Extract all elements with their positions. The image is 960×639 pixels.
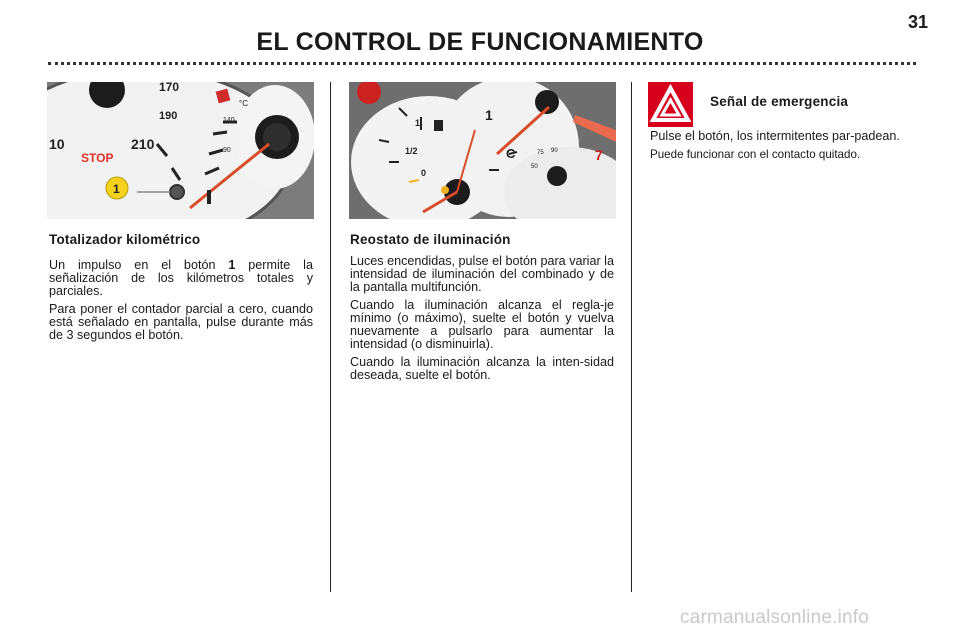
- odometer-photo: [47, 82, 314, 219]
- temp-unit-label: °C: [239, 99, 248, 108]
- dimmer-paragraph-1: Luces encendidas, pulse el botón para variar la intensidad de iluminación del combinado y de la pantalla multifunción.: [350, 254, 614, 294]
- speed-label-210: 210: [131, 136, 155, 152]
- rpm-label-one: 1: [485, 107, 493, 123]
- rpm-label-seven: 7: [595, 147, 603, 163]
- hazard-triangle-icon: [648, 82, 693, 127]
- temp-label-90: 90: [223, 147, 231, 154]
- stop-warning-label: STOP: [81, 151, 114, 165]
- odometer-paragraph-2: Para poner el contador parcial a cero, cuando está señalado en pantalla, pulse durante más de 3 segundos el botón.: [49, 302, 313, 342]
- dimmer-text: [350, 255, 614, 387]
- temp-label-90: 90: [551, 148, 558, 154]
- temp-label-75: 75: [537, 150, 544, 156]
- odometer-text: [49, 259, 313, 347]
- dimmer-paragraph-2: Cuando la iluminación alcanza el regla-je mínimo (o máximo), suelte el botón y vuelva nuevamente a pulsarlo para aumentar la intensidad (o disminuirla).: [350, 298, 614, 351]
- fuel-label-zero: 0: [421, 168, 427, 178]
- odometer-button-callout: 1: [113, 182, 120, 196]
- dimmer-heading: Reostato de iluminación: [350, 232, 511, 247]
- speed-label-170: 170: [159, 82, 180, 94]
- fuel-label-one: 1: [415, 118, 421, 128]
- odometer-paragraph-1: Un impulso en el botón 1 permite la señalización de los kilómetros totales y parciales.: [49, 258, 313, 298]
- hazard-paragraph-2: Puede funcionar con el contacto quitado.: [650, 148, 861, 161]
- column-divider-1: [330, 82, 331, 592]
- column-divider-2: [631, 82, 632, 592]
- hazard-button-image: [648, 82, 693, 127]
- page-title: EL CONTROL DE FUNCIONAMIENTO: [256, 28, 704, 56]
- title-divider: [48, 62, 916, 65]
- hazard-text: [650, 130, 914, 166]
- fuel-label-half: 1/2: [405, 146, 418, 156]
- hazard-heading: Señal de emergencia: [710, 94, 849, 109]
- dimmer-paragraph-3: Cuando la iluminación alcanza la inten-sidad deseada, suelte el botón.: [350, 355, 614, 382]
- temp-label-50: 50: [531, 164, 538, 170]
- odometer-heading: Totalizador kilométrico: [49, 232, 201, 247]
- temp-label-140: 140: [223, 117, 235, 124]
- hazard-paragraph-1: Pulse el botón, los intermitentes par-padean.: [650, 129, 900, 143]
- speed-label-10: 10: [49, 136, 65, 152]
- dimmer-photo: [349, 82, 616, 219]
- speed-label-190: 190: [159, 110, 178, 122]
- watermark: carmanualsonline.info: [680, 607, 870, 628]
- page-number: 31: [908, 12, 929, 32]
- temp-label-c: C: [506, 146, 516, 161]
